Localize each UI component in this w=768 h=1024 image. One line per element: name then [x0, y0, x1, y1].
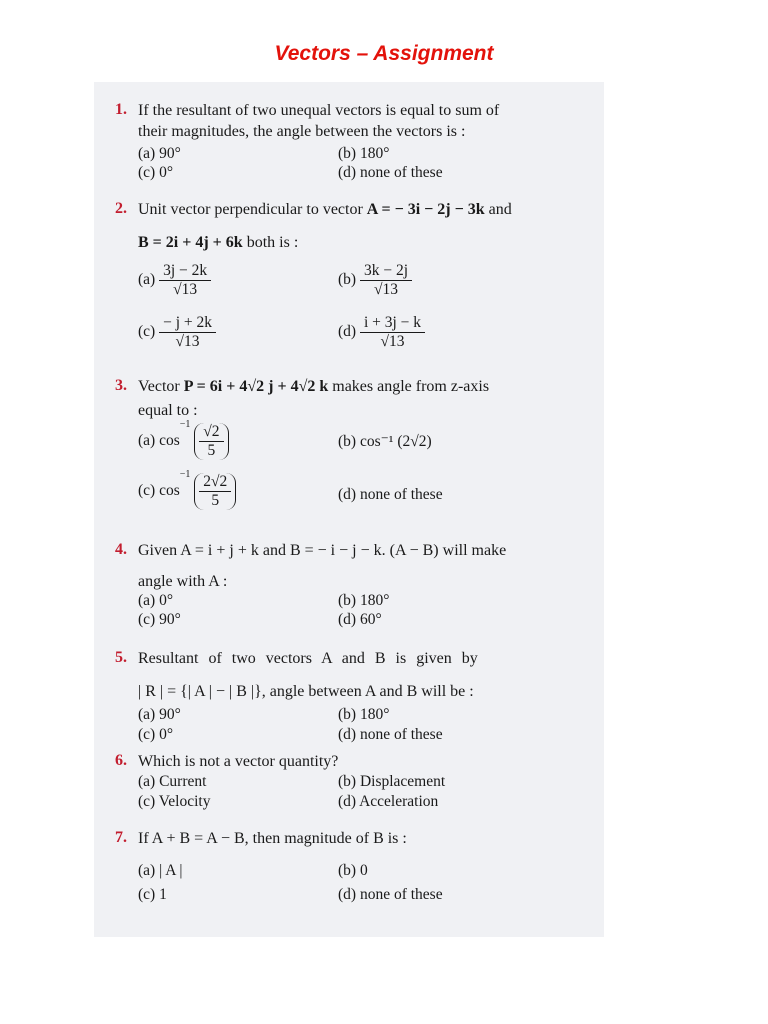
q3-option-c-numerator: 2√2	[199, 473, 231, 492]
q3-option-d-label: (d)	[338, 486, 357, 503]
question-6-number: 6.	[115, 752, 127, 769]
q2-option-b-numerator: 3k − 2j	[360, 262, 412, 281]
question-3-number: 3.	[115, 377, 127, 394]
q2-option-c-fraction	[159, 314, 216, 351]
question-1-line2: their magnitudes, the angle between the vectors is :	[138, 123, 466, 140]
question-2-line2	[138, 233, 298, 253]
q2-option-c-label: (c)	[138, 323, 156, 341]
question-4-line2: angle with A :	[138, 573, 228, 590]
question-4-line1: Given A = i + j + k and B = − i − j − k. (A − B) will make	[138, 542, 507, 559]
q3-option-a-fn: cos	[159, 432, 180, 450]
q5-option-d: (d) none of these	[338, 726, 443, 743]
q6-option-c: (c) Velocity	[138, 793, 211, 810]
q7-option-a: (a) | A |	[138, 862, 183, 879]
q3-option-c-fraction	[199, 473, 231, 510]
q3-option-b	[338, 432, 432, 451]
q3-option-a-sup: −1	[179, 419, 191, 430]
q3-option-b-text: cos⁻¹ (2√2)	[359, 433, 432, 450]
question-2-number: 2.	[115, 200, 127, 217]
question-2-and: and	[488, 201, 512, 218]
question-3-line1	[138, 377, 489, 397]
question-4-number: 4.	[115, 541, 127, 558]
q7-option-d: (d) none of these	[338, 886, 443, 903]
q3-option-a-denominator: 5	[207, 442, 216, 459]
question-2-line1	[138, 200, 512, 220]
vector-a-expression: A = − 3i − 2j − 3k	[366, 201, 485, 218]
q3-option-b-label: (b)	[338, 433, 357, 450]
q4-option-c: (c) 90°	[138, 611, 181, 628]
q2-option-b-fraction	[360, 262, 412, 299]
q3-option-c-fn: cos	[159, 482, 180, 500]
question-1-line1: If the resultant of two unequal vectors is equal to sum of	[138, 102, 500, 119]
vector-p-expression: P = 6i + 4√2 j + 4√2 k	[183, 378, 329, 395]
q6-option-a: (a) Current	[138, 773, 207, 790]
q3-option-a-label: (a)	[138, 432, 156, 450]
q5-option-a: (a) 90°	[138, 706, 181, 723]
q1-option-c: (c) 0°	[138, 164, 174, 181]
q2-option-d-numerator: i + 3j − k	[360, 314, 425, 333]
question-3-line2: equal to :	[138, 402, 198, 419]
q2-option-a-fraction	[159, 262, 211, 299]
question-7-number: 7.	[115, 829, 127, 846]
q2-option-a-label: (a)	[138, 271, 156, 289]
q2-option-c-numerator: − j + 2k	[159, 314, 216, 333]
q2-option-d	[338, 314, 425, 351]
question-5-line1: Resultant of two vectors A and B is given by	[138, 650, 478, 667]
question-2-suffix: both is :	[246, 234, 299, 251]
q4-option-a: (a) 0°	[138, 592, 174, 609]
q7-option-b: (b) 0	[338, 862, 368, 879]
question-1-number: 1.	[115, 101, 127, 118]
q1-option-d: (d) none of these	[338, 164, 443, 181]
q2-option-b-label: (b)	[338, 271, 357, 289]
q2-option-d-label: (d)	[338, 323, 357, 341]
q5-option-b: (b) 180°	[338, 706, 390, 723]
q3-option-d-text: none of these	[359, 486, 443, 503]
question-3-prefix: Vector	[138, 378, 180, 395]
question-2-prefix: Unit vector perpendicular to vector	[138, 201, 363, 218]
q7-option-c: (c) 1	[138, 886, 167, 903]
q2-option-a	[138, 262, 211, 299]
question-7-line1: If A + B = A − B, then magnitude of B is :	[138, 830, 407, 847]
q3-option-d	[338, 486, 443, 504]
q2-option-c-denominator: √13	[175, 333, 200, 350]
q2-option-a-denominator: √13	[173, 281, 198, 298]
q3-option-c-sup: −1	[179, 469, 191, 480]
q3-option-c-paren	[194, 473, 236, 510]
q1-option-a: (a) 90°	[138, 145, 181, 162]
question-5-line2: | R | = {| A | − | B |}, angle between A and B will be :	[138, 683, 474, 700]
q1-option-b: (b) 180°	[338, 145, 390, 162]
q2-option-d-denominator: √13	[380, 333, 405, 350]
q5-option-c: (c) 0°	[138, 726, 174, 743]
question-3-suffix: makes angle from z-axis	[332, 378, 490, 395]
q2-option-b	[338, 262, 412, 299]
q4-option-b: (b) 180°	[338, 592, 390, 609]
page-title: Vectors – Assignment	[274, 42, 494, 65]
q2-option-d-fraction	[360, 314, 425, 351]
q3-option-a-paren	[194, 423, 228, 460]
q2-option-c	[138, 314, 216, 351]
q6-option-d: (d) Acceleration	[338, 793, 439, 810]
question-6-line1: Which is not a vector quantity?	[138, 753, 339, 770]
q3-option-c-label: (c)	[138, 482, 156, 500]
q2-option-b-denominator: √13	[373, 281, 398, 298]
q6-option-b: (b) Displacement	[338, 773, 446, 790]
q4-option-d: (d) 60°	[338, 611, 382, 628]
q3-option-a-numerator: √2	[199, 423, 223, 442]
q3-option-c-denominator: 5	[211, 492, 220, 509]
vector-b-expression: B = 2i + 4j + 6k	[138, 234, 243, 251]
question-5-number: 5.	[115, 649, 127, 666]
q2-option-a-numerator: 3j − 2k	[159, 262, 211, 281]
q3-option-a	[138, 419, 229, 460]
q3-option-c	[138, 469, 236, 510]
q3-option-a-fraction	[199, 423, 223, 460]
